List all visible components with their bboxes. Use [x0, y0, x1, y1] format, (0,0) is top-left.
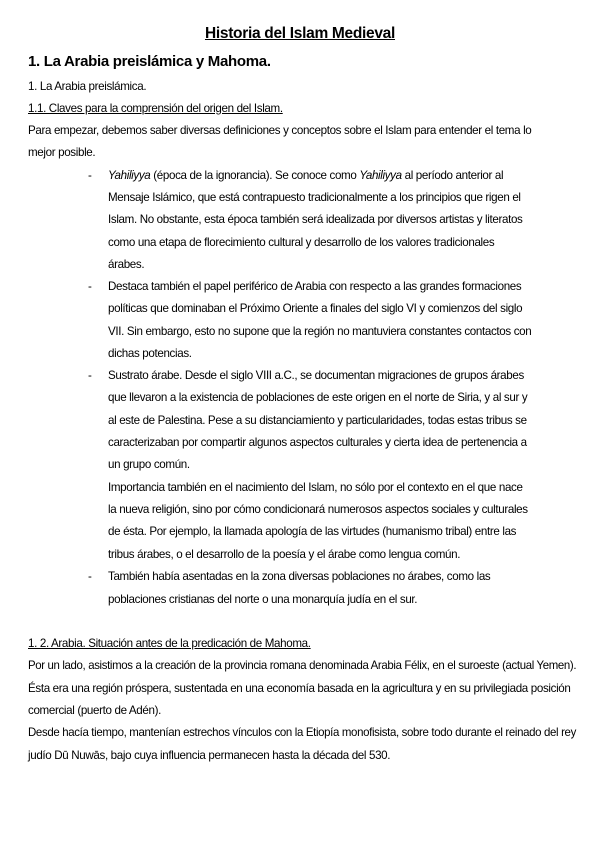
bullet-marker: -: [88, 570, 92, 583]
bullet4-line: poblaciones cristianas del norte o una monarquía judía en el sur.: [108, 593, 418, 606]
document-title: Historia del Islam Medieval: [204, 25, 396, 42]
section-1-2-line: judío Dū Nuwās, bajo cuya influencia permanecen hasta la década del 530.: [28, 749, 391, 762]
section-1-2-line: Desde hacía tiempo, mantenían estrechos vínculos con la Etiopía monofisista, sobre todo durante el reinado del rey: [28, 726, 576, 739]
bullet-marker: -: [88, 369, 92, 382]
bullet3-line: la nueva religión, sino por cómo condicionará numerosos aspectos sociales y culturales: [108, 503, 528, 516]
subheading: 1. La Arabia preislámica.: [28, 80, 147, 93]
bullet4-line: También había asentadas en la zona diversas poblaciones no árabes, como las: [108, 570, 491, 583]
bullet-marker: -: [88, 169, 92, 182]
bullet2-line: Destaca también el papel periférico de Arabia con respecto a las grandes formaciones: [108, 280, 522, 293]
bullet2-line: dichas potencias.: [108, 347, 192, 360]
section-1-2-line: Ésta era una región próspera, sustentada en una economía basada en la agricultura y en su privilegiada posición: [28, 682, 571, 695]
section-1-1-title: 1.1. Claves para la comprensión del origen del Islam.: [28, 102, 283, 115]
bullet1-text: (época de la ignorancia). Se conoce como: [150, 169, 360, 182]
term-yahiliyya: Yahiliyya: [359, 169, 402, 182]
bullet3-line: Importancia también en el nacimiento del Islam, no sólo por el contexto en el que nace: [108, 481, 523, 494]
bullet2-line: políticas que dominaban el Próximo Oriente a finales del siglo VI y comienzos del siglo: [108, 302, 523, 315]
bullet3-line: que llevaron a la existencia de poblaciones de este origen en el norte de Siria, y al sur y: [108, 391, 528, 404]
bullet3-line: Sustrato árabe. Desde el siglo VIII a.C., se documentan migraciones de grupos árabes: [108, 369, 524, 382]
bullet1-line: árabes.: [108, 258, 145, 271]
bullet-marker: -: [88, 280, 92, 293]
intro-line: Para empezar, debemos saber diversas definiciones y conceptos sobre el Islam para entender el tema lo: [28, 124, 532, 137]
section-1-2-line: comercial (puerto de Adén).: [28, 704, 161, 717]
bullet1-line: Islam. No obstante, esta época también será idealizada por diversos artistas y literatos: [108, 213, 523, 226]
bullet3-line: caracterizaban por compartir algunos aspectos culturales y cierta idea de pertenencia a: [108, 436, 527, 449]
bullet3-line: de ésta. Por ejemplo, la llamada apología de las virtudes (humanismo tribal) entre las: [108, 525, 517, 538]
bullet1-line: Mensaje Islámico, que está contrapuesto tradicionalmente a los principios que rigen el: [108, 191, 521, 204]
bullet3-line: un grupo común.: [108, 458, 190, 471]
bullet1-line: como una etapa de florecimiento cultural y desarrollo de los valores tradicionales: [108, 236, 495, 249]
term-yahiliyya: Yahiliyya: [108, 169, 151, 182]
intro-line: mejor posible.: [28, 146, 96, 159]
bullet3-line: al este de Palestina. Pese a su distanciamiento y particularidades, todas estas tribus se: [108, 414, 527, 427]
chapter-heading: 1. La Arabia preislámica y Mahoma.: [28, 53, 271, 70]
section-1-2-line: Por un lado, asistimos a la creación de la provincia romana denominada Arabia Félix, en el suroeste (actual Yemen).: [28, 659, 577, 672]
bullet1-text: al período anterior al: [401, 169, 504, 182]
bullet2-line: VII. Sin embargo, esto no supone que la región no mantuviera constantes contactos con: [108, 325, 532, 338]
bullet3-line: tribus árabes, o el desarrollo de la poesía y el árabe como lengua común.: [108, 548, 461, 561]
section-1-2-title: 1. 2. Arabia. Situación antes de la predicación de Mahoma.: [28, 637, 311, 650]
bullet1-line: [108, 169, 503, 183]
